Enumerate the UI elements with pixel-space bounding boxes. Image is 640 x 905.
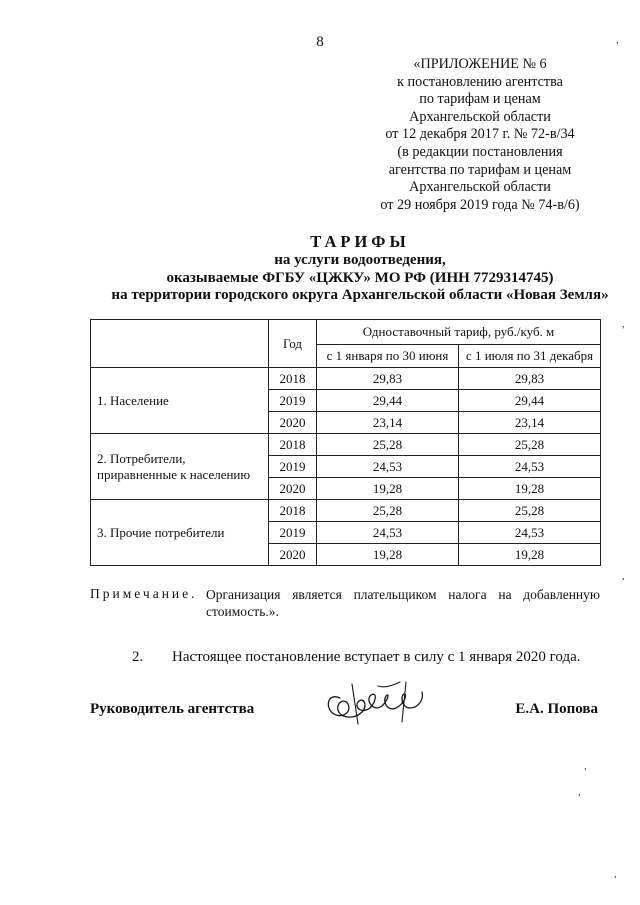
appendix-line: по тарифам и ценам [419, 91, 541, 108]
tariff-h2-cell: 29,83 [459, 368, 601, 390]
year-cell: 2019 [269, 456, 317, 478]
page-number: 8 [316, 34, 324, 50]
appendix-line: (в редакции постановления [397, 143, 563, 160]
year-cell: 2018 [269, 368, 317, 390]
appendix-line: Архангельской области [409, 108, 551, 125]
note-label: Примечание. [90, 586, 198, 601]
appendix-block [340, 56, 620, 214]
tariff-h1-cell: 19,28 [317, 544, 459, 566]
title-line-3: на территории городского округа Архангельской области «Новая Земля» [111, 287, 609, 303]
tariff-h1-cell: 25,28 [317, 434, 459, 456]
tariff-h2-cell: 19,28 [459, 478, 601, 500]
margin-mark: , [584, 760, 587, 772]
year-cell: 2018 [269, 500, 317, 522]
title-line-2: оказываемые ФГБУ «ЦЖКУ» МО РФ (ИНН 7729314745) [166, 269, 554, 286]
tariff-h2-cell: 24,53 [459, 522, 601, 544]
tariff-h2-cell: 23,14 [459, 412, 601, 434]
margin-mark: , [614, 868, 617, 880]
appendix-line: от 29 ноября 2019 года № 74-в/6) [380, 196, 580, 213]
table-header-row [91, 320, 601, 345]
tariff-h1-cell: 24,53 [317, 522, 459, 544]
margin-mark: , [622, 318, 625, 330]
year-cell: 2020 [269, 544, 317, 566]
handwritten-signature [318, 678, 438, 735]
table-row [91, 500, 601, 522]
document-title [60, 232, 640, 305]
tariff-table [90, 319, 601, 566]
tariff-h2-cell: 29,44 [459, 390, 601, 412]
header-tariff: Одноставочный тариф, руб./куб. м [317, 320, 601, 345]
appendix-line: Архангельской области [409, 179, 551, 196]
category-cell: 3. Прочие потребители [91, 500, 269, 566]
tariff-h1-cell: 19,28 [317, 478, 459, 500]
table-row [91, 434, 601, 456]
title-main: ТАРИФЫ [310, 232, 410, 251]
clause-text: Настоящее постановление вступает в силу с 1 января 2020 года. [172, 649, 581, 665]
table-row [91, 368, 601, 390]
tariff-h1-cell: 24,53 [317, 456, 459, 478]
signature-mark [318, 678, 438, 730]
header-empty-cell [91, 320, 269, 368]
clause-number: 2. [132, 649, 144, 665]
year-cell: 2020 [269, 478, 317, 500]
appendix-line: к постановлению агентства [397, 73, 563, 90]
tariff-h1-cell: 29,44 [317, 390, 459, 412]
category-cell: 1. Население [91, 368, 269, 434]
year-cell: 2019 [269, 390, 317, 412]
tariff-h1-cell: 29,83 [317, 368, 459, 390]
margin-mark: , [622, 570, 625, 582]
note-text: Организация является плательщиком налога на добавленную стоимость.». [206, 587, 600, 619]
tariff-h1-cell: 23,14 [317, 412, 459, 434]
year-cell: 2020 [269, 412, 317, 434]
signer-name: Е.А. Попова [515, 701, 598, 717]
margin-mark: , [616, 34, 619, 46]
header-period-1: с 1 января по 30 июня [317, 345, 459, 368]
header-period-2: с 1 июля по 31 декабря [459, 345, 601, 368]
appendix-line: от 12 декабря 2017 г. № 72-в/34 [385, 126, 575, 143]
tariff-h1-cell: 25,28 [317, 500, 459, 522]
header-year: Год [269, 320, 317, 368]
year-cell: 2019 [269, 522, 317, 544]
appendix-line: «ПРИЛОЖЕНИЕ № 6 [413, 56, 547, 72]
tariff-h2-cell: 25,28 [459, 434, 601, 456]
category-cell: 2. Потребители, приравненные к населению [91, 434, 269, 500]
tariff-h2-cell: 24,53 [459, 456, 601, 478]
signer-position: Руководитель агентства [90, 701, 255, 717]
title-line-1: на услуги водоотведения, [274, 252, 446, 268]
margin-mark: , [578, 786, 581, 798]
year-cell: 2018 [269, 434, 317, 456]
appendix-line: агентства по тарифам и ценам [388, 161, 572, 178]
tariff-h2-cell: 25,28 [459, 500, 601, 522]
tariff-h2-cell: 19,28 [459, 544, 601, 566]
